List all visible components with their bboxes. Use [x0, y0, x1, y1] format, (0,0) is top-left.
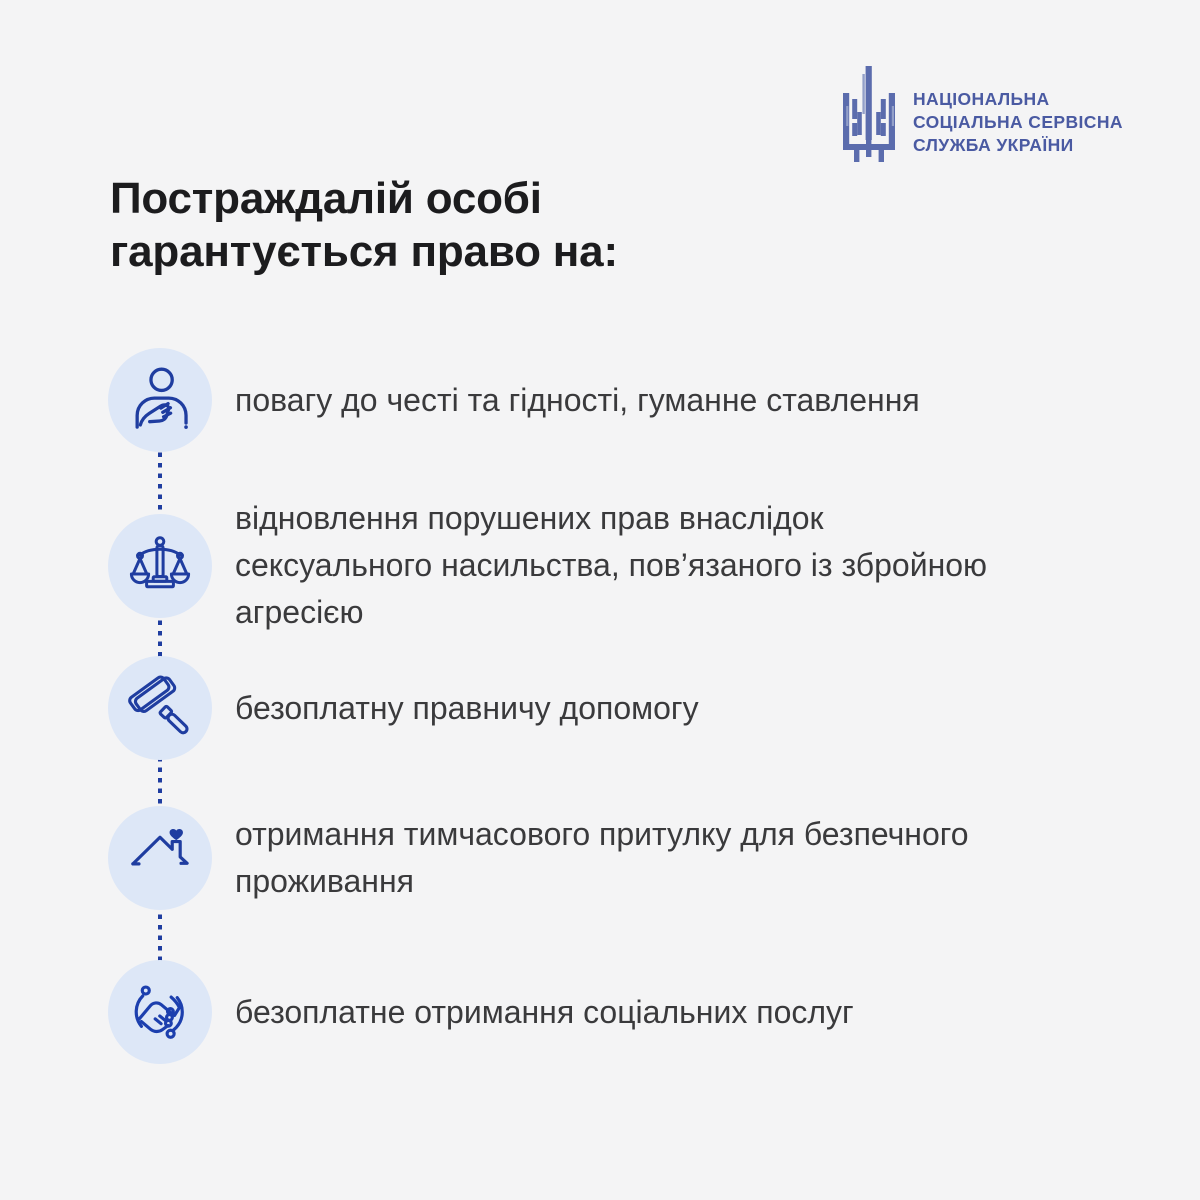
item-text-line: проживання: [235, 863, 414, 899]
list-item: [108, 806, 969, 910]
house-with-heart-icon: [108, 806, 212, 910]
item-text-line: сексуального насильства, пов’язаного із збройною: [235, 547, 988, 583]
person-hand-on-heart-icon: [108, 348, 212, 452]
item-text-line: повагу до честі та гідності, гуманне ставлення: [235, 381, 920, 418]
item-text: [235, 495, 987, 636]
list-item: [108, 495, 987, 636]
item-text-line: агресією: [235, 594, 364, 630]
logo-text-line-1: НАЦІОНАЛЬНА: [913, 89, 1050, 109]
item-text: [235, 685, 699, 732]
list-item: [108, 960, 854, 1064]
list-item: [108, 656, 699, 760]
handshake-icon: [108, 960, 212, 1064]
title-line-2: гарантується право на:: [110, 227, 618, 276]
item-text-line: отримання тимчасового притулку для безпечного: [235, 816, 969, 852]
list-item: [108, 348, 920, 452]
trident-logo-icon: [838, 66, 900, 167]
item-text-line: відновлення порушених прав внаслідок: [235, 500, 824, 536]
item-text-line: безоплатну правничу допомогу: [235, 689, 699, 726]
page-title: [110, 172, 618, 278]
item-text: [235, 811, 969, 905]
logo-text-line-2: СОЦІАЛЬНА СЕРВІСНА: [913, 112, 1123, 132]
gavel-icon: [108, 656, 212, 760]
item-text-line: безоплатне отримання соціальних послуг: [235, 993, 854, 1030]
item-text: [235, 377, 920, 424]
scales-of-justice-icon: [108, 514, 212, 618]
title-line-1: Постраждалій особі: [110, 174, 542, 223]
item-text: [235, 989, 854, 1036]
logo-text-line-3: СЛУЖБА УКРАЇНИ: [913, 135, 1074, 155]
org-logo-text: [913, 88, 1123, 157]
